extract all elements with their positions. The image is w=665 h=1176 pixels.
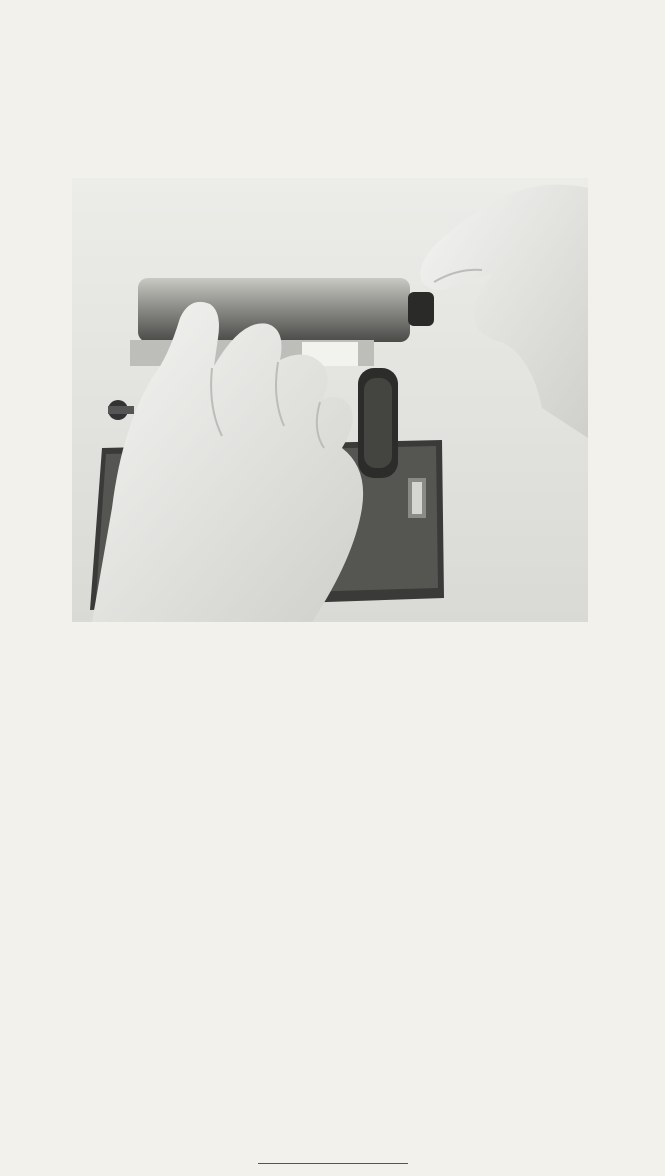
figure-photo bbox=[72, 178, 588, 622]
footer-divider bbox=[258, 1163, 408, 1164]
adding-machine-photo bbox=[72, 178, 588, 622]
